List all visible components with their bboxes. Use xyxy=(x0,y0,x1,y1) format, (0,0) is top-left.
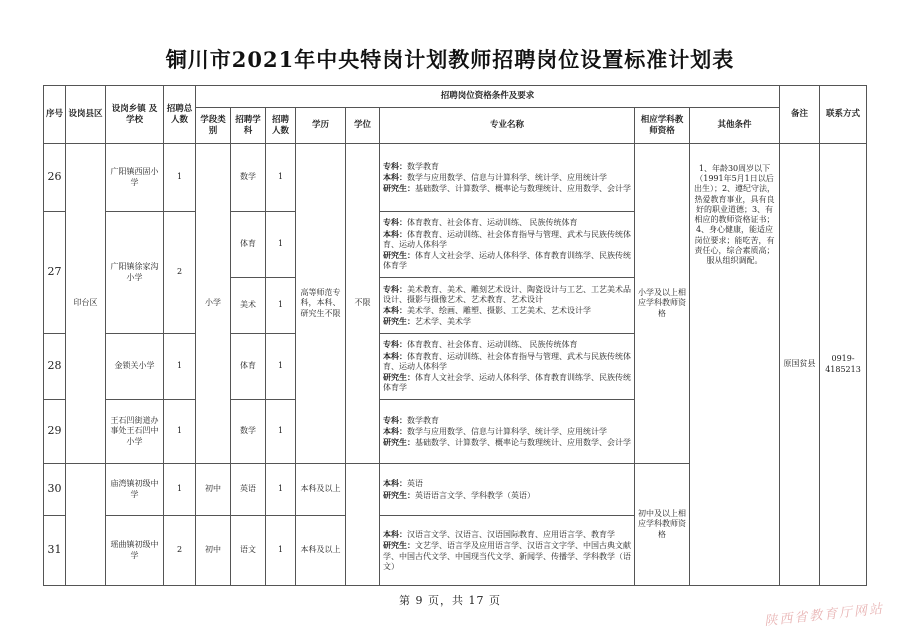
spec-text: 文艺学、语言学及应用语言学、汉语言文字学、中国古典文献学、中国古代文学、中国现当代文学、新闻学、传播学、学科教学（语文） xyxy=(383,541,631,571)
spec-label: 本科： xyxy=(383,425,407,436)
row-subject: 体育 xyxy=(231,334,266,400)
spec-text: 体育人文社会学、运动人体科学、体育教育训练学、民族传统体育学 xyxy=(383,251,631,271)
row-total: 1 xyxy=(164,400,196,464)
spec-text: 体育教育、运动训练、社会体育指导与管理、武术与民族传统体育、运动人体科学 xyxy=(383,351,631,371)
watermark: 陕西省教育厅网站 xyxy=(763,601,885,630)
spec-label: 研究生： xyxy=(383,437,415,448)
spec-text: 数学教育 xyxy=(407,161,439,171)
row-major xyxy=(380,400,635,464)
spec-text: 美术学、绘画、雕塑、摄影、工艺美术、艺术设计学 xyxy=(407,306,591,315)
header-subject: 招聘学科 xyxy=(231,108,266,144)
row-major xyxy=(380,144,635,212)
row-school: 广阳镇徐家沟小学 xyxy=(106,212,164,334)
row-seq: 29 xyxy=(44,400,66,464)
spec-text: 基础数学、计算数学、概率论与数理统计、应用数学、会计学 xyxy=(415,184,631,194)
spec-text: 艺术学、美术学 xyxy=(415,317,471,327)
page-footer: 第 9 页，共 17 页 xyxy=(399,594,501,607)
row-seq: 27 xyxy=(44,212,66,334)
other-conditions-cell: 1、年龄30周岁以下（1991年5月1日以后出生）；2、遵纪守法，热爱教育事业，具有良好的职业道德；3、有相应的教师资格证书；4、身心健康，能适应岗位要求；能吃苦，有责任心，综合素质高；服从组织调配。 xyxy=(690,144,780,586)
page-title: 铜川市2021年中央特岗计划教师招聘岗位设置标准计划表 xyxy=(165,47,735,72)
cert-junior-cell: 初中及以上相应学科教师资格 xyxy=(635,464,690,586)
row-major xyxy=(380,334,635,400)
row-education: 本科及以上 xyxy=(296,516,346,586)
row-count: 1 xyxy=(266,212,296,278)
remark-cell: 原国贫县 xyxy=(780,144,820,586)
degree-cell: 不限 xyxy=(346,144,380,464)
spec-label: 专科： xyxy=(383,339,407,350)
row-count: 1 xyxy=(266,400,296,464)
header-town-school: 设岗乡镇 及学校 xyxy=(106,86,164,144)
county-cell: 印台区 xyxy=(66,144,106,464)
header-school-type: 学段类别 xyxy=(196,108,231,144)
spec-label: 专科： xyxy=(383,283,407,294)
spec-label: 本科： xyxy=(383,305,407,315)
spec-label: 专科： xyxy=(383,160,407,171)
spec-text: 体育教育、社会体育、运动训练、 民族传统体育 xyxy=(407,340,578,350)
spec-label: 研究生： xyxy=(383,372,415,383)
row-major xyxy=(380,278,635,334)
header-remark: 备注 xyxy=(780,86,820,144)
spec-label: 本科： xyxy=(383,478,407,489)
row-count: 1 xyxy=(266,144,296,212)
spec-text: 汉语言文学、汉语言、汉语国际教育、应用语言学、教育学 xyxy=(407,530,615,540)
header-major: 专业名称 xyxy=(380,108,635,144)
row-subject: 英语 xyxy=(231,464,266,516)
header-qualification-group: 招聘岗位资格条件及要求 xyxy=(196,86,780,108)
row-education: 本科及以上 xyxy=(296,464,346,516)
contact-cell: 0919-4185213 xyxy=(820,144,867,586)
spec-text: 英语语言文学、学科教学（英语） xyxy=(415,490,535,500)
spec-text: 体育教育、运动训练、社会体育指导与管理、武术与民族传统体育、运动人体科学 xyxy=(383,229,631,249)
header-other: 其他条件 xyxy=(690,108,780,144)
header-seq: 序号 xyxy=(44,86,66,144)
row-total: 2 xyxy=(164,212,196,334)
spec-label: 研究生： xyxy=(383,540,415,551)
school-type-cell: 小学 xyxy=(196,144,231,464)
row-school-type: 初中 xyxy=(196,516,231,586)
spec-text: 数学教育 xyxy=(407,415,439,425)
header-cert: 相应学科教师资格 xyxy=(635,108,690,144)
education-cell: 高等师范专科，本科、研究生不限 xyxy=(296,144,346,464)
header-total: 招聘总人数 xyxy=(164,86,196,144)
row-subject: 美术 xyxy=(231,278,266,334)
spec-label: 本科： xyxy=(383,171,407,182)
spec-text: 数学与应用数学、信息与计算科学、统计学、应用统计学 xyxy=(407,172,607,182)
row-total: 2 xyxy=(164,516,196,586)
row-seq: 26 xyxy=(44,144,66,212)
spec-text: 数学与应用数学、信息与计算科学、统计学、应用统计学 xyxy=(407,426,607,436)
row-subject: 数学 xyxy=(231,144,266,212)
row-school-type: 初中 xyxy=(196,464,231,516)
row-subject: 数学 xyxy=(231,400,266,464)
row-school: 广阳镇西固小学 xyxy=(106,144,164,212)
row-major xyxy=(380,212,635,278)
row-subject: 语文 xyxy=(231,516,266,586)
spec-text: 基础数学、计算数学、概率论与数理统计、应用数学、会计学 xyxy=(415,438,631,448)
county-cell-continued xyxy=(66,464,106,586)
spec-label: 研究生： xyxy=(383,250,415,261)
row-count: 1 xyxy=(266,464,296,516)
row-major xyxy=(380,516,635,586)
spec-label: 专科： xyxy=(383,414,407,425)
row-major xyxy=(380,464,635,516)
spec-text: 英语 xyxy=(407,479,423,489)
spec-label: 专科： xyxy=(383,217,407,228)
spec-label: 研究生： xyxy=(383,183,415,194)
spec-label: 研究生： xyxy=(383,489,415,500)
cert-primary-cell: 小学及以上相应学科教师资格 xyxy=(635,144,690,464)
row-count: 1 xyxy=(266,278,296,334)
table-row xyxy=(44,144,867,212)
row-school: 王石凹街道办事处王石凹中小学 xyxy=(106,400,164,464)
recruitment-table xyxy=(43,85,867,586)
header-education: 学历 xyxy=(296,108,346,144)
header-count: 招聘人数 xyxy=(266,108,296,144)
spec-text: 美术教育、美术、雕刻艺术设计、陶瓷设计与工艺、工艺美术品设计、摄影与摄像艺术、艺术教育、艺术设计 xyxy=(383,284,631,304)
header-degree: 学位 xyxy=(346,108,380,144)
row-total: 1 xyxy=(164,144,196,212)
row-school: 瑶曲镇初级中学 xyxy=(106,516,164,586)
row-school: 金锁关小学 xyxy=(106,334,164,400)
spec-text: 体育教育、社会体育、运动训练、 民族传统体育 xyxy=(407,218,578,228)
spec-label: 本科： xyxy=(383,529,407,540)
row-seq: 30 xyxy=(44,464,66,516)
row-count: 1 xyxy=(266,334,296,400)
row-seq: 31 xyxy=(44,516,66,586)
spec-label: 本科： xyxy=(383,350,407,361)
spec-text: 体育人文社会学、运动人体科学、体育教育训练学、民族传统体育学 xyxy=(383,373,631,393)
row-seq: 28 xyxy=(44,334,66,400)
row-total: 1 xyxy=(164,334,196,400)
spec-label: 本科： xyxy=(383,228,407,239)
header-county: 设岗县区 xyxy=(66,86,106,144)
row-school: 庙湾镇初级中学 xyxy=(106,464,164,516)
row-count: 1 xyxy=(266,516,296,586)
header-row xyxy=(44,86,867,108)
degree-cell-junior xyxy=(346,464,380,586)
header-contact: 联系方式 xyxy=(820,86,867,144)
row-subject: 体育 xyxy=(231,212,266,278)
spec-label: 研究生： xyxy=(383,316,415,327)
row-total: 1 xyxy=(164,464,196,516)
